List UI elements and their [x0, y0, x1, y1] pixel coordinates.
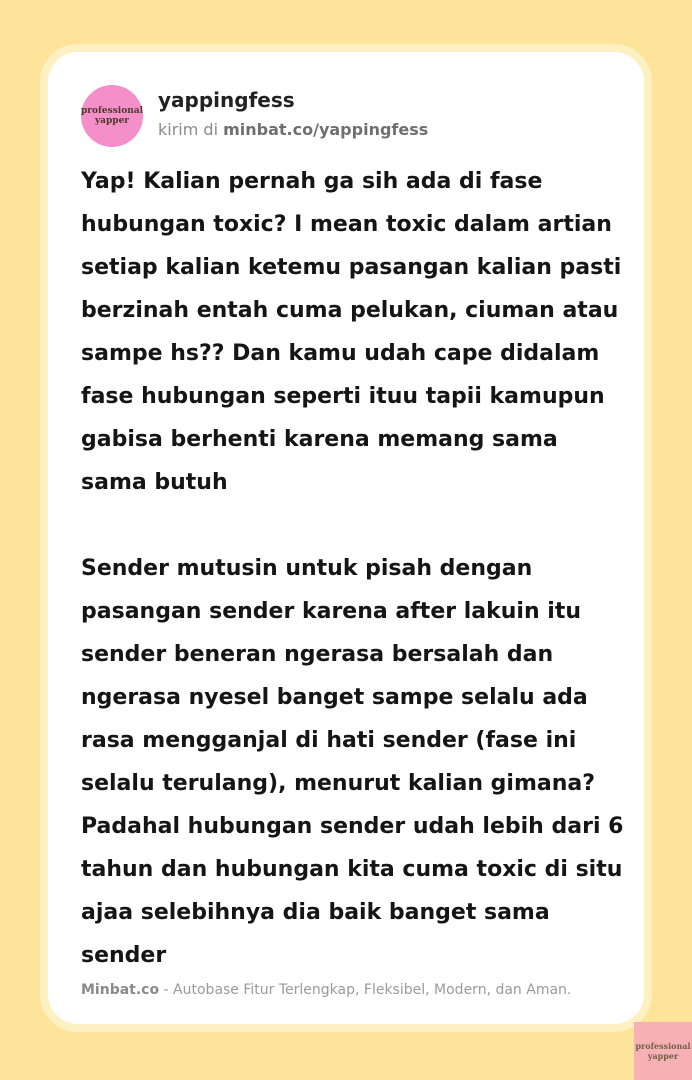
footer-tagline: - Autobase Fitur Terlengkap, Fleksibel, Modern, dan Aman. — [159, 982, 572, 998]
avatar-text-line1: professional — [81, 106, 143, 116]
sent-via-line — [158, 120, 428, 139]
sent-via-link[interactable]: minbat.co/yappingfess — [223, 120, 429, 139]
message-paragraph-2: Sender mutusin untuk pisah dengan pasangan sender karena after lakuin itu sender beneran ngerasa bersalah dan ngerasa nyesel banget sampe selalu ada rasa mengganjal di hati sender (fase ini selalu terulang), menurut kalian gimana? Padahal hubungan sender udah lebih dari 6 tahun dan hubungan kita cuma toxic di situ ajaa selebihnya dia baik banget sama sender — [81, 556, 624, 968]
footer — [81, 982, 571, 998]
watermark-text-line2: yapper — [647, 1051, 679, 1061]
watermark-logo — [634, 1022, 692, 1080]
avatar[interactable] — [81, 85, 143, 147]
username[interactable]: yappingfess — [158, 88, 295, 112]
message-paragraph-1: Yap! Kalian pernah ga sih ada di fase hubungan toxic? I mean toxic dalam artian setiap kalian ketemu pasangan kalian pasti berzinah entah cuma pelukan, ciuman atau sampe hs?? Dan kamu udah cape didalam fase hubungan seperti ituu tapii kamupun gabisa berhenti karena memang sama sama butuh — [81, 169, 622, 495]
post-card — [40, 44, 652, 1032]
avatar-text-line2: yapper — [94, 116, 130, 126]
message-body — [81, 160, 629, 977]
footer-brand[interactable]: Minbat.co — [81, 982, 160, 998]
watermark-text-line1: professional — [635, 1041, 691, 1051]
sent-via-prefix: kirim di — [158, 120, 219, 139]
